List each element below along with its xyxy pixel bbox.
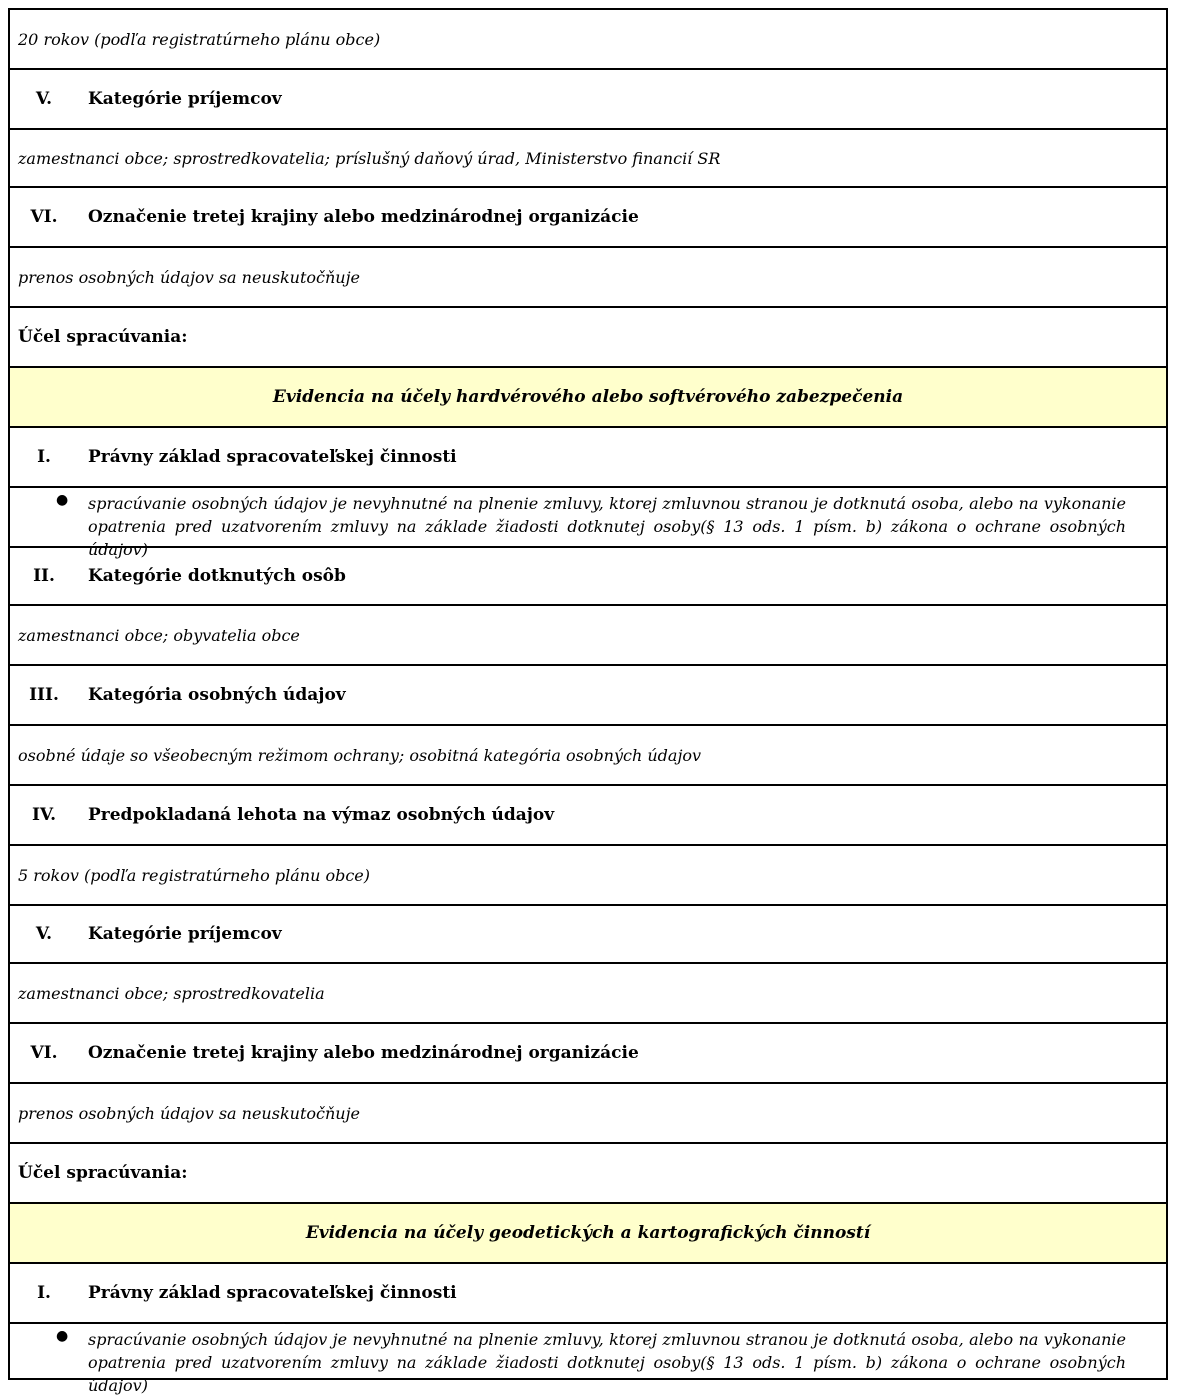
section-number: V. [35, 924, 53, 944]
section-title: Kategórie príjemcov [88, 924, 282, 944]
text-row [10, 1082, 1166, 1142]
row-text: zamestnanci obce; sprostredkovatelia; príslušný daňový úrad, Ministerstvo financií SR [18, 148, 721, 168]
section-number: II. [33, 566, 55, 586]
row-text: 5 rokov (podľa registratúrneho plánu obce) [18, 865, 371, 885]
section-heading-row [10, 186, 1166, 246]
bullet-text: spracúvanie osobných údajov je nevyhnutné na plnenie zmluvy, ktorej zmluvnou stranou je dotknutá osoba, alebo na vykonanie opatrenia pred uzatvorením zmluvy na základe žiadosti dotknutej osoby(§ 13 ods. 1 písm. b) zákona o ochrane osobných údajov) [88, 1330, 1126, 1395]
text-row [10, 246, 1166, 306]
section-number: IV. [31, 805, 57, 825]
text-row [10, 724, 1166, 784]
bullet-icon: ● [56, 492, 69, 508]
row-text: osobné údaje so všeobecným režimom ochrany; osobitná kategória osobných údajov [18, 745, 702, 765]
row-text: zamestnanci obce; obyvatelia obce [18, 625, 300, 645]
section-number: I. [37, 447, 51, 467]
row-text: zamestnanci obce; sprostredkovatelia [18, 983, 325, 1003]
section-number: V. [35, 89, 53, 109]
row-text: prenos osobných údajov sa neuskutočňuje [18, 1103, 360, 1123]
bullet-text: spracúvanie osobných údajov je nevyhnutné na plnenie zmluvy, ktorej zmluvnou stranou je dotknutá osoba, alebo na vykonanie opatrenia pred uzatvorením zmluvy na základe žiadosti dotknutej osoby(§ 13 ods. 1 písm. b) zákona o ochrane osobných údajov) [88, 494, 1126, 559]
section-number: I. [37, 1283, 51, 1303]
bullet-row [10, 486, 1166, 559]
section-title: Kategórie príjemcov [88, 89, 282, 109]
section-title: Predpokladaná lehota na výmaz osobných údajov [88, 805, 555, 825]
section-heading-row [10, 784, 1166, 844]
bullet-icon: ● [56, 1328, 69, 1344]
section-title: Kategória osobných údajov [88, 685, 346, 705]
section-number: III. [29, 685, 59, 705]
purpose-label: Účel spracúvania: [18, 327, 188, 347]
text-row [10, 844, 1166, 904]
row-text: 20 rokov (podľa registratúrneho plánu obce) [18, 29, 381, 49]
purpose-title-row [10, 1202, 1166, 1262]
section-heading-row [10, 68, 1166, 128]
section-heading-row [10, 1262, 1166, 1322]
purpose-label-row [10, 306, 1166, 366]
text-row [10, 10, 1166, 68]
purpose-title: Evidencia na účely geodetických a kartografických činností [305, 1223, 871, 1243]
section-number: VI. [30, 1043, 58, 1063]
records-table [8, 8, 1168, 1395]
bullet-row [10, 1322, 1166, 1395]
purpose-title: Evidencia na účely hardvérového alebo softvérového zabezpečenia [272, 387, 904, 407]
section-title: Právny základ spracovateľskej činnosti [88, 1283, 457, 1303]
section-heading-row [10, 426, 1166, 486]
purpose-title-row [10, 366, 1166, 426]
purpose-label: Účel spracúvania: [18, 1163, 188, 1183]
section-heading-row [10, 664, 1166, 724]
row-text: prenos osobných údajov sa neuskutočňuje [18, 267, 360, 287]
section-title: Označenie tretej krajiny alebo medzinárodnej organizácie [88, 207, 639, 227]
section-title: Kategórie dotknutých osôb [88, 566, 346, 586]
section-number: VI. [30, 207, 58, 227]
section-title: Právny základ spracovateľskej činnosti [88, 447, 457, 467]
section-heading-row [10, 1022, 1166, 1082]
purpose-label-row [10, 1142, 1166, 1202]
text-row [10, 962, 1166, 1022]
text-row [10, 128, 1166, 186]
section-title: Označenie tretej krajiny alebo medzinárodnej organizácie [88, 1043, 639, 1063]
text-row [10, 604, 1166, 664]
section-heading-row [10, 904, 1166, 962]
section-heading-row [10, 546, 1166, 604]
